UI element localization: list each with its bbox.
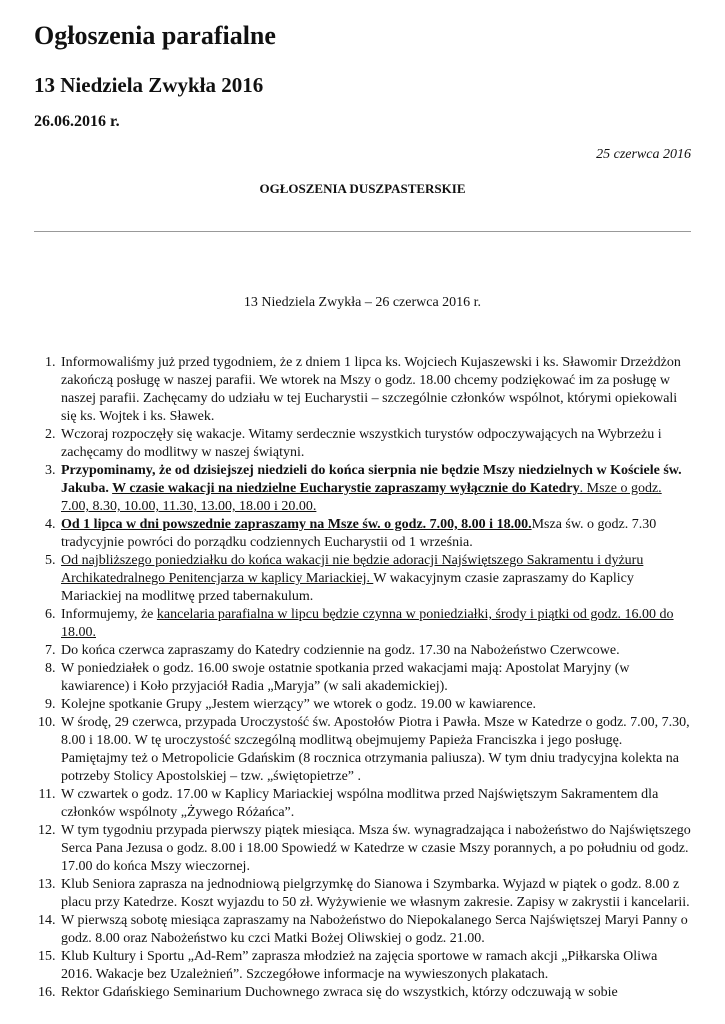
- sunday-heading: 13 Niedziela Zwykła – 26 czerwca 2016 r.: [243, 295, 482, 310]
- section-title: OGŁOSZENIA DUSZPASTERSKIE: [259, 181, 466, 196]
- page-date: 26.06.2016 r.: [34, 113, 120, 130]
- list-item: 16. Rektor Gdańskiego Seminarium Duchownego zwraca się do wszystkich, którzy odczuwają w sobie: [59, 984, 691, 1002]
- list-item: 6. Informujemy, że kancelaria parafialna w lipcu będzie czynna w poniedziałki, środy i piątki od godz. 16.00 do 18.00.: [59, 606, 691, 642]
- page-title: Ogłoszenia parafialne: [34, 21, 276, 50]
- list-item: 15. Klub Kultury i Sportu „Ad-Rem” zaprasza młodzież na zajęcia sportowe w ramach akcji „Piłkarska Oliwa 2016. Wakacje bez Uzależnień”. Szczegółowe informacje na wywieszonych plakatach.: [59, 948, 691, 984]
- list-item: 11. W czwartek o godz. 17.00 w Kaplicy Mariackiej wspólna modlitwa przed Najświętszym Sakramentem dla członków wspólnoty „Żywego Różańca”.: [59, 786, 691, 822]
- list-item: 2. Wczoraj rozpoczęły się wakacje. Witamy serdecznie wszystkich turystów odpoczywających na Wybrzeżu i zachęcamy do modlitwy w naszej świątyni.: [59, 426, 691, 462]
- divider: [34, 231, 691, 232]
- list-item: 4. Od 1 lipca w dni powszednie zapraszamy na Msze św. o godz. 7.00, 8.00 i 18.00.Msza św. o godz. 7.30 tradycyjnie powróci do porządku codziennych Eucharystii od 1 września.: [59, 516, 691, 552]
- list-item: 14. W pierwszą sobotę miesiąca zapraszamy na Nabożeństwo do Niepokalanego Serca Najświętszej Maryi Panny o godz. 8.00 oraz Nabożeństwo ku czci Matki Bożej Oliwskiej o godz. 21.00.: [59, 912, 691, 948]
- announcements-list: [34, 354, 691, 1002]
- list-item: 3. Przypominamy, że od dzisiejszej niedzieli do końca sierpnia nie będzie Mszy niedzielnych w Kościele św. Jakuba. W czasie wakacji na niedzielne Eucharystie zapraszamy wyłącznie do Katedry. Msze o godz. 7.00, 8.30, 10.00, 11.30, 13.00, 18.00 i 20.00.: [59, 462, 691, 516]
- list-item: 12. W tym tygodniu przypada pierwszy piątek miesiąca. Msza św. wynagradzająca i nabożeństwo do Najświętszego Serca Pana Jezusa o godz. 8.00 i 18.00 Spowiedź w Katedrze w czasie Mszy porannych, a po południu od godz. 17.00 do końca Mszy wieczornej.: [59, 822, 691, 876]
- list-item: 7. Do końca czerwca zapraszamy do Katedry codziennie na godz. 17.30 na Nabożeństwo Czerwcowe.: [59, 642, 691, 660]
- list-item: 8. W poniedziałek o godz. 16.00 swoje ostatnie spotkania przed wakacjami mają: Apostolat Maryjny (w kawiarence) i Koło przyjaciół Radia „Maryja” (w sali akademickiej).: [59, 660, 691, 696]
- page-subtitle: 13 Niedziela Zwykła 2016: [34, 73, 264, 97]
- list-item: 9. Kolejne spotkanie Grupy „Jestem wierzący” we wtorek o godz. 19.00 w kawiarence.: [59, 696, 691, 714]
- list-item: 5. Od najbliższego poniedziałku do końca wakacji nie będzie adoracji Najświętszego Sakramentu i dyżuru Archikatedralnego Penitencjarza w kaplicy Mariackiej. W wakacyjnym czasie zapraszamy do Kaplicy Mariackiej na modlitwę przed tabernakulum.: [59, 552, 691, 606]
- list-item: 1. Informowaliśmy już przed tygodniem, że z dniem 1 lipca ks. Wojciech Kujaszewski i ks. Sławomir Drzeżdżon zakończą posługę w naszej parafii. We wtorek na Mszy o godz. 18.00 chcemy podziękować im za posługę w naszej parafii. Zachęcamy do udziału w tej Eucharystii – szczególnie członków wspólnot, którymi opiekowali się ks. Wojtek i ks. Sławek.: [59, 354, 691, 426]
- list-item: 13. Klub Seniora zaprasza na jednodniową pielgrzymkę do Sianowa i Szymbarka. Wyjazd w piątek o godz. 8.00 z placu przy Katedrze. Koszt wyjazdu to 50 zł. Wyżywienie we własnym zakresie. Zapisy w zakrystii i kancelarii.: [59, 876, 691, 912]
- list-item: 10. W środę, 29 czerwca, przypada Uroczystość św. Apostołów Piotra i Pawła. Msze w Katedrze o godz. 7.00, 7.30, 8.00 i 18.00. W tę uroczystość szczególną modlitwą obejmujemy Papieża Franciszka i jego posługę. Pamiętajmy też o Metropolicie Gdańskim (8 rocznica otrzymania paliusza). W tym dniu tradycyjna kolekta na potrzeby Stolicy Apostolskiej – tzw. „świętopietrze” .: [59, 714, 691, 786]
- document-date: 25 czerwca 2016: [596, 147, 691, 162]
